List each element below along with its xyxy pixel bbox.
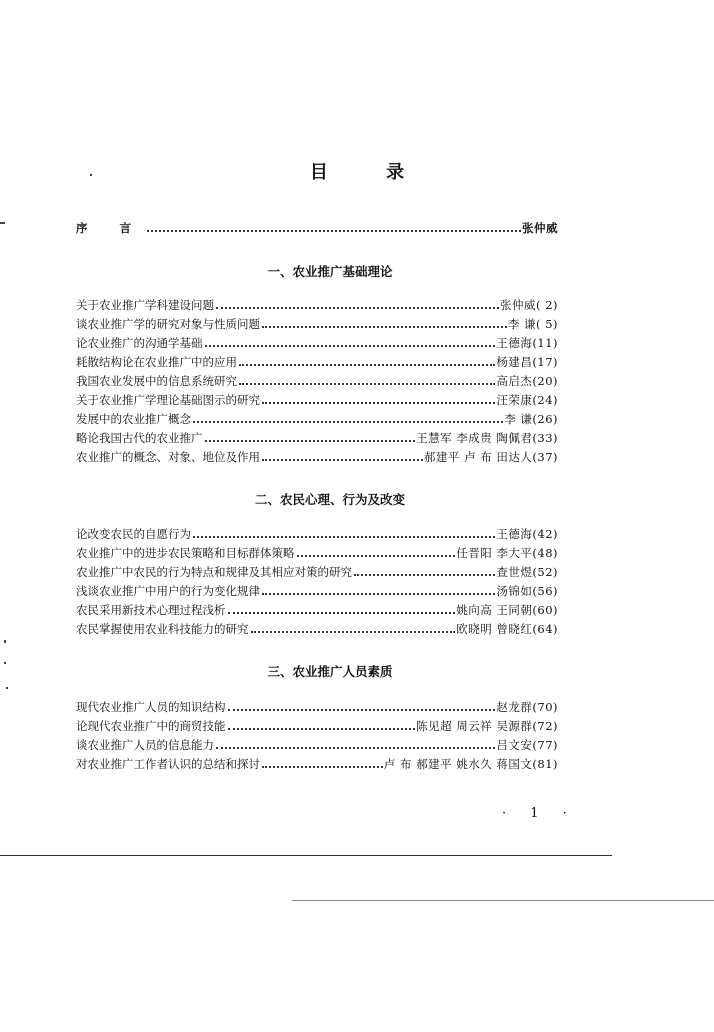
scan-speck bbox=[4, 640, 6, 643]
entry-title: 论现代农业推广中的商贸技能 bbox=[76, 719, 226, 733]
entry-title: 耗散结构论在农业推广中的应用 bbox=[76, 355, 237, 369]
entry-title: 发展中的农业推广概念 bbox=[76, 412, 191, 426]
toc-entry bbox=[76, 602, 558, 618]
toc-entry bbox=[76, 526, 558, 542]
dot-leader bbox=[262, 593, 495, 595]
entry-title: 对农业推广工作者认识的总结和探讨 bbox=[76, 757, 260, 771]
toc-entry bbox=[76, 392, 558, 408]
entry-title: 谈农业推广学的研究对象与性质问题 bbox=[76, 317, 260, 331]
entry-title: 农民采用新技术心理过程浅析 bbox=[76, 603, 226, 617]
dot-leader bbox=[262, 402, 495, 404]
toc-entry bbox=[76, 718, 558, 734]
toc-entry bbox=[76, 449, 558, 465]
scan-speck bbox=[6, 687, 8, 689]
entry-author-page: 查世煜(52) bbox=[496, 565, 558, 579]
dot-leader bbox=[354, 574, 495, 576]
preface-author: 张仲威 bbox=[522, 221, 558, 235]
toc-entry bbox=[76, 621, 558, 637]
entry-author-page: 张仲威( 2) bbox=[500, 298, 558, 312]
toc-entry bbox=[76, 756, 558, 772]
section-heading: 三、农业推广人员素质 bbox=[267, 664, 393, 679]
dot-leader bbox=[205, 345, 496, 347]
entry-author-page: 杨建昌(17) bbox=[496, 355, 558, 369]
dot-leader bbox=[262, 766, 383, 768]
scan-speck bbox=[90, 174, 92, 176]
toc-entry bbox=[76, 297, 558, 313]
entry-author-page: 卢 布 郝建平 姚水久 蒋国文(81) bbox=[383, 757, 558, 771]
entry-title: 浅谈农业推广中用户的行为变化规律 bbox=[76, 584, 260, 598]
entry-title: 农业推广中农民的行为特点和规律及其相应对策的研究 bbox=[76, 565, 352, 579]
entry-author-page: 任晋阳 李大平(48) bbox=[456, 546, 558, 560]
entry-title: 农民掌握使用农业科技能力的研究 bbox=[76, 622, 249, 636]
toc-entry bbox=[76, 737, 558, 753]
page-title: 目 录 bbox=[309, 162, 431, 183]
entry-title: 谈农业推广人员的信息能力 bbox=[76, 738, 214, 752]
entry-author-page: 李 谦(26) bbox=[504, 412, 558, 426]
scan-speck bbox=[4, 662, 6, 664]
entry-title: 我国农业发展中的信息系统研究 bbox=[76, 374, 237, 388]
section-heading: 一、农业推广基础理论 bbox=[267, 264, 393, 279]
toc-entry bbox=[76, 545, 558, 561]
page-number: · 1 · bbox=[502, 806, 577, 821]
dot-leader bbox=[228, 728, 416, 730]
dot-leader bbox=[193, 421, 503, 423]
entry-title: 现代农业推广人员的知识结构 bbox=[76, 700, 226, 714]
entry-author-page: 汤锦如(56) bbox=[496, 584, 558, 598]
dot-leader bbox=[228, 612, 456, 614]
dot-leader bbox=[262, 326, 507, 328]
dot-leader bbox=[147, 230, 521, 232]
section-heading: 二、农民心理、行为及改变 bbox=[254, 492, 405, 507]
toc-entry bbox=[76, 373, 558, 389]
entry-author-page: 陈见超 周云祥 吴源群(72) bbox=[416, 719, 558, 733]
toc-entry bbox=[76, 564, 558, 580]
toc-entry bbox=[76, 430, 558, 446]
dot-leader bbox=[297, 555, 456, 557]
preface-entry bbox=[76, 220, 558, 236]
toc-entry bbox=[76, 354, 558, 370]
scan-speck bbox=[0, 222, 5, 224]
dot-leader bbox=[239, 383, 495, 385]
entry-title: 农业推广中的进步农民策略和目标群体策略 bbox=[76, 546, 295, 560]
entry-author-page: 赵龙群(70) bbox=[496, 700, 558, 714]
dot-leader bbox=[216, 747, 495, 749]
entry-author-page: 王德海(42) bbox=[496, 527, 558, 541]
toc-entry bbox=[76, 699, 558, 715]
dot-leader bbox=[216, 307, 499, 309]
entry-author-page: 汪荣康(24) bbox=[496, 393, 558, 407]
dot-leader bbox=[228, 709, 496, 711]
entry-title: 关于农业推广学科建设问题 bbox=[76, 298, 214, 312]
entry-author-page: 吕文安(77) bbox=[496, 738, 558, 752]
dot-leader bbox=[239, 364, 495, 366]
toc-entry bbox=[76, 316, 558, 332]
entry-author-page: 姚向高 王同朝(60) bbox=[456, 603, 558, 617]
toc-entry bbox=[76, 335, 558, 351]
toc-entry bbox=[76, 583, 558, 599]
entry-author-page: 李 谦( 5) bbox=[507, 317, 558, 331]
entry-title: 农业推广的概念、对象、地位及作用 bbox=[76, 450, 260, 464]
dot-leader bbox=[205, 440, 416, 442]
entry-author-page: 郝建平 卢 布 田达人(37) bbox=[423, 450, 558, 464]
entry-author-page: 欧晓明 曾晓红(64) bbox=[456, 622, 558, 636]
entry-title: 关于农业推广学理论基础图示的研究 bbox=[76, 393, 260, 407]
scan-rule-line bbox=[292, 900, 714, 901]
entry-title: 论农业推广的沟通学基础 bbox=[76, 336, 203, 350]
entry-author-page: 王德海(11) bbox=[496, 336, 558, 350]
entry-title: 略论我国古代的农业推广 bbox=[76, 431, 203, 445]
entry-author-page: 高启杰(20) bbox=[496, 374, 558, 388]
dot-leader bbox=[262, 459, 423, 461]
entry-author-page: 王慧军 李成贵 陶佩君(33) bbox=[416, 431, 558, 445]
toc-entry bbox=[76, 411, 558, 427]
dot-leader bbox=[193, 536, 495, 538]
scan-rule-line bbox=[0, 855, 612, 856]
dot-leader bbox=[251, 631, 456, 633]
entry-title: 论改变农民的自愿行为 bbox=[76, 527, 191, 541]
preface-label: 序 言 bbox=[76, 221, 146, 235]
